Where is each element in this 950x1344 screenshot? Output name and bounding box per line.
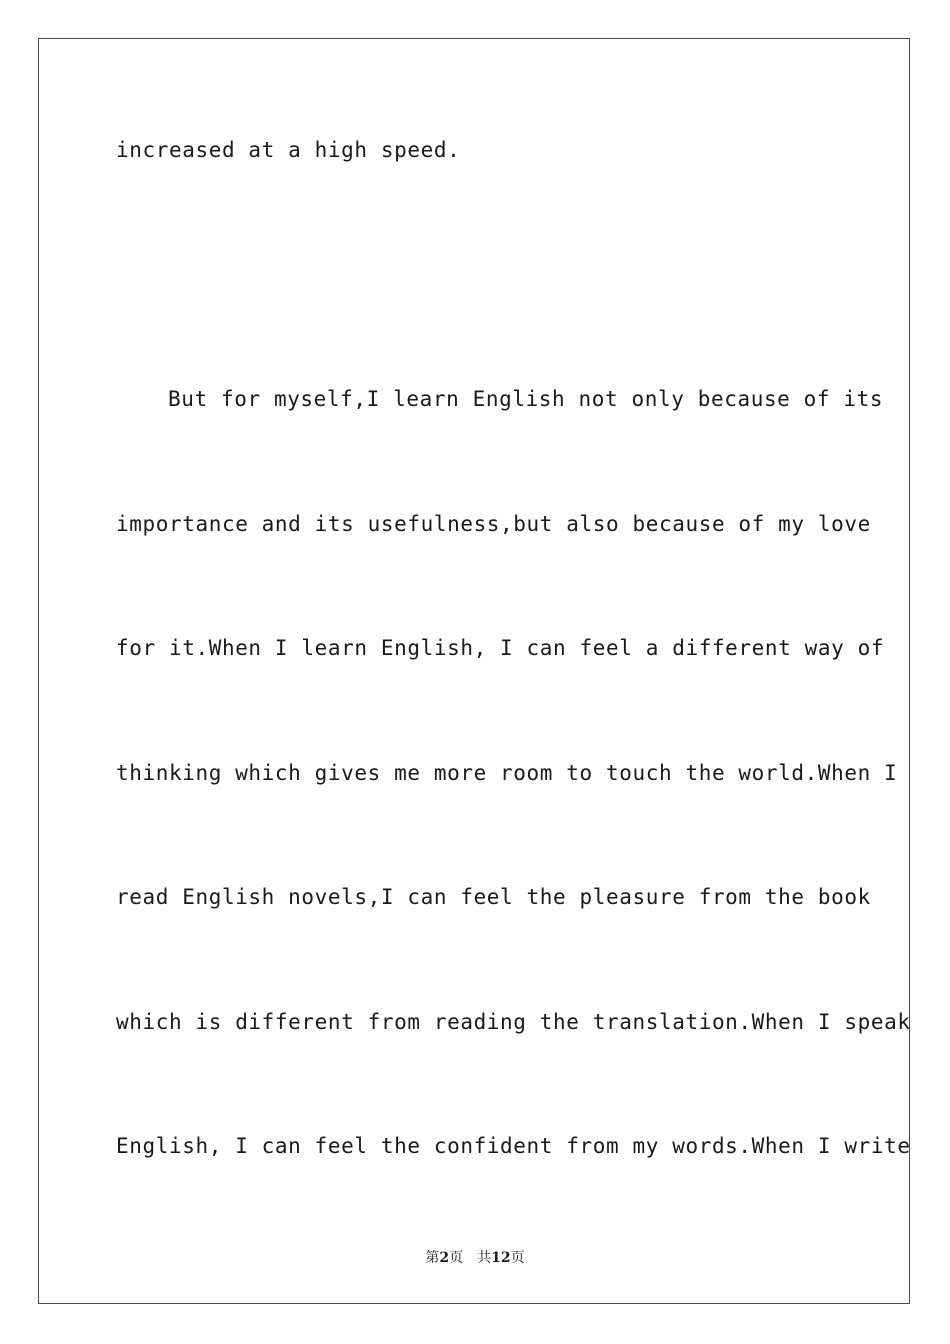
paragraph-line: which is different from reading the translation.When I speak xyxy=(116,1010,911,1034)
page-prefix: 第 xyxy=(425,1250,440,1266)
page-footer xyxy=(0,1247,950,1267)
paragraph-line: importance and its usefulness,but also because of my love xyxy=(116,512,871,536)
paragraph-line: increased at a high speed. xyxy=(116,138,461,162)
paragraph-line: read English novels,I can feel the pleasure from the book xyxy=(116,885,871,909)
paragraph-line: for it.When I learn English, I can feel a different way of xyxy=(116,636,885,660)
page-suffix: 页 xyxy=(449,1250,464,1266)
paragraph-line: thinking which gives me more room to touch the world.When I xyxy=(116,761,898,785)
total-pages: 12 xyxy=(491,1250,511,1266)
paragraph-line: But for myself,I learn English not only because of its xyxy=(168,387,884,411)
total-prefix: 共 xyxy=(477,1250,492,1266)
page-number: 2 xyxy=(439,1250,450,1266)
paragraph-line: English, I can feel the confident from my words.When I write xyxy=(116,1134,911,1158)
page-border xyxy=(38,38,910,1304)
total-suffix: 页 xyxy=(510,1250,525,1266)
